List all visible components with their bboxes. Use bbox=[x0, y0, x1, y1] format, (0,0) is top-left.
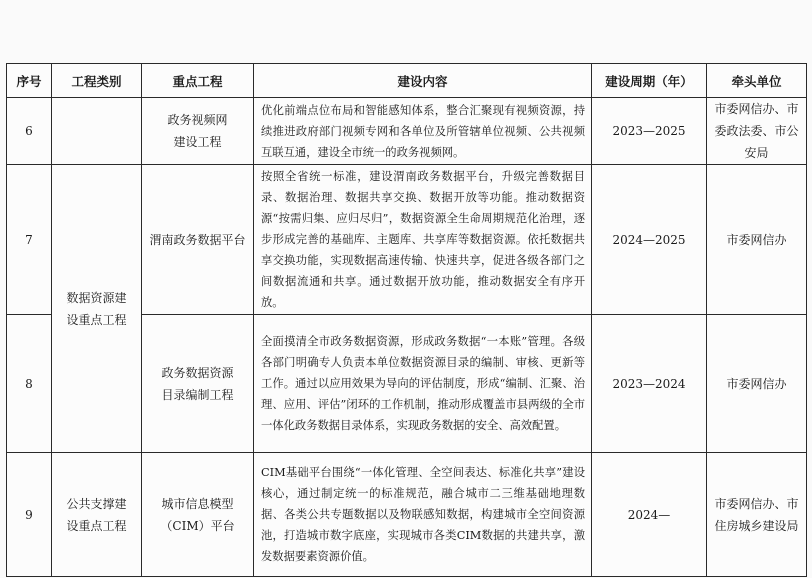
lead-line: 安局 bbox=[744, 146, 769, 160]
header-category: 工程类别 bbox=[52, 64, 142, 98]
category-line: 设重点工程 bbox=[66, 312, 127, 327]
lead-line: 市委网信办、市 bbox=[714, 102, 799, 116]
table-row bbox=[7, 165, 807, 315]
project-line: 政务数据资源 bbox=[161, 365, 234, 380]
category-line: 数据资源建 bbox=[66, 290, 127, 305]
project-line: 政务视频网 bbox=[167, 113, 228, 127]
row-content bbox=[254, 453, 592, 577]
row-lead bbox=[707, 453, 807, 577]
row-content bbox=[254, 165, 592, 315]
lead-line: 市委网信办、市 bbox=[714, 496, 799, 511]
row-seq: 6 bbox=[7, 98, 52, 165]
content-text: 优化前端点位布局和智能感知体系，整合汇聚现有视频资源，持续推进政府部门视频专网和各单位及所管辖单位视频、公共视频互联互通，建设全市统一的政务视频网。 bbox=[261, 103, 585, 159]
row-period: 2023—2024 bbox=[592, 315, 707, 453]
header-period: 建设周期（年） bbox=[592, 64, 707, 98]
category-line: 设重点工程 bbox=[66, 518, 127, 533]
project-line: 城市信息模型 bbox=[161, 496, 234, 511]
category-line: 公共支撑建 bbox=[66, 496, 127, 511]
row-project bbox=[142, 315, 254, 453]
content-text: CIM基础平台围绕“一体化管理、全空间表达、标准化共享”建设核心，通过制定统一的标准规范，融合城市二三维基础地理数据、各类公共专题数据以及物联感知数据，构建城市全空间资源池，打造城市数字底座，实现城市各类CIM数据的共建共享，激发数据要素资源价值。 bbox=[261, 466, 585, 563]
header-lead: 牵头单位 bbox=[707, 64, 807, 98]
project-line: （CIM）平台 bbox=[160, 518, 235, 533]
project-line: 目录编制工程 bbox=[161, 387, 234, 402]
row-category-empty bbox=[52, 98, 142, 165]
lead-line: 市委网信办 bbox=[726, 232, 787, 247]
lead-line: 委政法委、市公 bbox=[714, 124, 799, 138]
row-project bbox=[142, 98, 254, 165]
lead-line: 市委网信办 bbox=[726, 376, 787, 391]
row-period: 2024—2025 bbox=[592, 165, 707, 315]
header-seq: 序号 bbox=[7, 64, 52, 98]
row-project bbox=[142, 453, 254, 577]
row-lead bbox=[707, 315, 807, 453]
header-row bbox=[7, 64, 807, 98]
row-period: 2024— bbox=[592, 453, 707, 577]
row-content bbox=[254, 98, 592, 165]
lead-line: 住房城乡建设局 bbox=[714, 518, 799, 533]
row-content bbox=[254, 315, 592, 453]
category-data-resource bbox=[52, 165, 142, 453]
project-table bbox=[6, 63, 807, 577]
header-project: 重点工程 bbox=[142, 64, 254, 98]
project-line: 渭南政务数据平台 bbox=[149, 232, 246, 247]
row-lead bbox=[707, 165, 807, 315]
row-period: 2023—2025 bbox=[592, 98, 707, 165]
table-row bbox=[7, 453, 807, 577]
content-text: 全面摸清全市政务数据资源，形成政务数据“一本账”管理。各级各部门明确专人负责本单位数据资源目录的编制、审核、更新等工作。通过以应用效果为导向的评估制度，形成“编制、汇聚、治理、应用、评估”闭环的工作机制，推动形成覆盖市县两级的全市一体化政务数据目录体系，实现政务数据的安全、高效配置。 bbox=[261, 335, 585, 432]
row-seq: 7 bbox=[7, 165, 52, 315]
project-line: 建设工程 bbox=[173, 135, 222, 149]
row-seq: 9 bbox=[7, 453, 52, 577]
row-lead bbox=[707, 98, 807, 165]
row-seq: 8 bbox=[7, 315, 52, 453]
content-text: 按照全省统一标准，建设渭南政务数据平台，升级完善数据目录、数据治理、数据共享交换、数据开放等功能。推动数据资源“按需归集、应归尽归”，数据资源全生命周期规范化治理，逐步形成完善的基础库、主题库、共享库等数据资源。依托数据共享交换功能，实现数据高速传输、快速共享，促进各级各部门之间数据流通和共享。通过数据开放功能，推动数据安全有序开放。 bbox=[261, 170, 585, 309]
header-content: 建设内容 bbox=[254, 64, 592, 98]
table-row bbox=[7, 98, 807, 165]
row-project bbox=[142, 165, 254, 315]
category-public-support bbox=[52, 453, 142, 577]
